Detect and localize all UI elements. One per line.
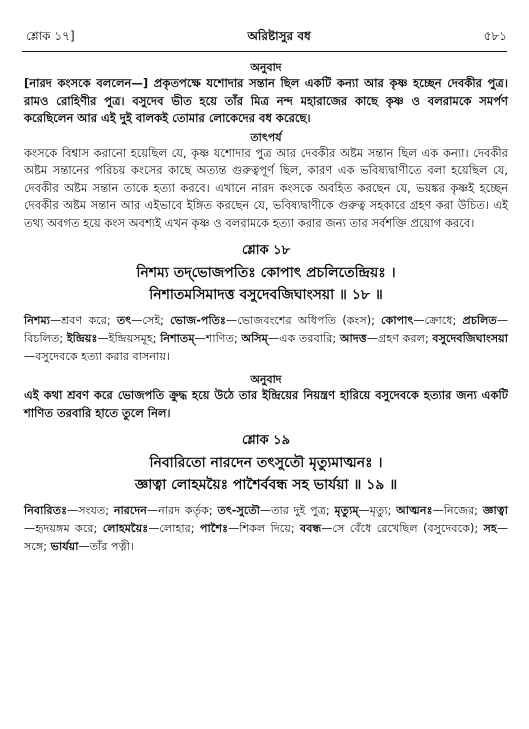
synonyms-19 (24, 502, 508, 556)
synonym-meaning: —বসুদেবকে হত্যা করার বাসনায়। (24, 350, 170, 363)
synonym-term: আদত্ত (339, 332, 367, 345)
synonym-term: নিবারিতঃ (24, 504, 68, 517)
synonym-term: মৃত্যুম্‌ (334, 504, 359, 517)
synonym-term: প্রচলিত (462, 314, 497, 327)
synonym-term: কোপাৎ (381, 314, 414, 327)
synonym-meaning: —এক তরবারি; (267, 332, 340, 345)
synonym-meaning: —মৃত্যু; (358, 504, 397, 517)
verse-19-line-2: জ্ঞাত্বা লোহময়ৈঃ পাশৈর্ববন্ধ সহ ভার্যয়া ॥ ১৯ ॥ (134, 477, 398, 493)
synonym-meaning: —ইন্দ্রিয়সমূহ; (97, 332, 161, 345)
header-rule (22, 51, 507, 52)
synonym-meaning: —শিকল দিয়ে; (228, 522, 301, 535)
synonym-term: আত্মনঃ (396, 504, 433, 517)
synonym-meaning: —নিজের; (432, 504, 483, 517)
verse-18-line-1: নিশম্য তদ্‌ভোজপতিঃ কোপাৎ প্রচলিতেন্দ্রিয়ঃ । (136, 265, 396, 281)
synonym-term: ববন্ধ (300, 522, 322, 535)
synonym-meaning: —সংযত; (67, 504, 114, 517)
synonym-meaning: —তাঁর পত্নী। (78, 540, 135, 553)
synonym-meaning: —লোহার; (148, 522, 200, 535)
synonym-term: তৎ (116, 314, 132, 327)
synonym-meaning: —সেই; (131, 314, 171, 327)
synonym-term: লোহময়ৈঃ (102, 522, 149, 535)
purport-heading-17: তাৎপর্য (250, 130, 282, 144)
synonym-meaning: —গ্রহণ করল; (366, 332, 433, 345)
synonym-term: নিশম্য (24, 314, 50, 327)
synonym-term: জ্ঞাত্বা (482, 504, 508, 517)
synonym-meaning: —হৃদয়ঙ্গম করে; (24, 522, 103, 535)
synonym-term: অসিম্‌ (241, 332, 268, 345)
synonym-term: নিশাতম্‌ (160, 332, 195, 345)
running-header (26, 30, 507, 46)
purport-text-17: কংসকে বিশ্বাস করানো হয়েছিল যে, কৃষ্ণ যশোদার পুত্র আর দেবকীর অষ্টম সন্তান ছিল এক কন্যা। দেবকীর অষ্টম সন্তানের পরিচয় কংসের কাছে অত্যন্ত গুরুত্বপূর্ণ ছিল, কারণ এক ভবিষ্যদ্বাণীতে বলা হয়েছিল যে, দেবকীর অষ্টম সন্তান তাকে হত্যা করবে। এখানে নারদ কংসকে অবহিত করছেন যে, ভয়ঙ্কর কৃষ্ণই হচ্ছেন দেবকীর অষ্টম সন্তান আর এইভাবে ইঙ্গিত করছেন যে, ভবিষ্যদ্বাণীকে গুরুত্ব সহকারে গ্রহণ করা উচিত। এই তথ্য অবগত হয়ে কংস অবশ্যই এখন কৃষ্ণ ও বলরামকে হত্যা করার জন্য তার সর্বশক্তি প্রয়োগ করবে। (24, 145, 508, 230)
synonym-term: ভোজ-পতিঃ (170, 314, 227, 327)
synonym-term: নারদেন (113, 504, 147, 517)
synonym-term: ইন্দ্রিয়ঃ (66, 332, 98, 345)
synonym-meaning: —নারদ কর্তৃক; (146, 504, 218, 517)
synonym-term: বসুদেবজিঘাংসয়া (432, 332, 508, 345)
synonym-meaning: —ক্রোধে; (413, 314, 463, 327)
synonym-term: পাশৈঃ (199, 522, 229, 535)
synonym-meaning: —বিচলিত; (24, 314, 508, 345)
synonym-term: তৎ-সুতৌ (217, 504, 260, 517)
translation-text-18: এই কথা শ্রবণ করে ভোজপতি ক্রুদ্ধ হয়ে উঠে তার ইন্দ্রিয়ের নিয়ন্ত্রণ হারিয়ে বসুদেবকে হত্যার জন্য একটি শাণিত তরবারি হাতে তুলে নিল। (24, 388, 508, 420)
synonym-term: সহ (483, 522, 497, 535)
verse-19-line-1: নিবারিতো নারদেন তৎসুতৌ মৃত্যুমাত্মনঃ । (149, 455, 383, 471)
synonyms-18 (24, 312, 508, 366)
synonym-term: ভার্যয়া (50, 540, 79, 553)
translation-heading-18: অনুবাদ (250, 373, 282, 386)
header-chapter-title: অরিষ্টাসুর বধ (247, 29, 311, 43)
verse-heading-19: শ্লোক ১৯ (241, 433, 291, 448)
verse-18-line-2: নিশাতমসিমাদত্ত বসুদেবজিঘাংসয়া ॥ ১৮ ॥ (149, 287, 383, 303)
translation-heading-17: অনুবাদ (250, 61, 282, 74)
synonym-meaning: —সঙ্গে; (24, 522, 508, 553)
synonym-meaning: —শাণিত; (194, 332, 242, 345)
page-number: ৫৮১ (483, 29, 507, 43)
verse-heading-18: শ্লোক ১৮ (241, 243, 291, 258)
synonym-meaning: —তার দুই পুত্র; (259, 504, 335, 517)
translation-text-17: [নারদ কংসকে বললেন—] প্রকৃতপক্ষে যশোদার সন্তান ছিল একটি কন্যা আর কৃষ্ণ হচ্ছেন দেবকীর পুত্র। রামও রোহিণীর পুত্র। বসুদেব ভীত হয়ে তাঁর মিত্র নন্দ মহারাজের কাছে কৃষ্ণ ও বলরামকে সমর্পণ করেছিলেন আর এই দুই বালকই তোমার লোকেদের বধ করেছে। (24, 76, 508, 125)
synonym-meaning: —শ্রবণ করে; (49, 314, 117, 327)
page-body (24, 58, 508, 556)
header-verse-ref: শ্লোক ১৭] (26, 29, 75, 43)
synonym-meaning: —সে বেঁধে রেখেছিল (বসুদেবকে); (321, 522, 484, 535)
synonym-meaning: —ভোজবংশের অধিপতি (কংস); (226, 314, 382, 327)
